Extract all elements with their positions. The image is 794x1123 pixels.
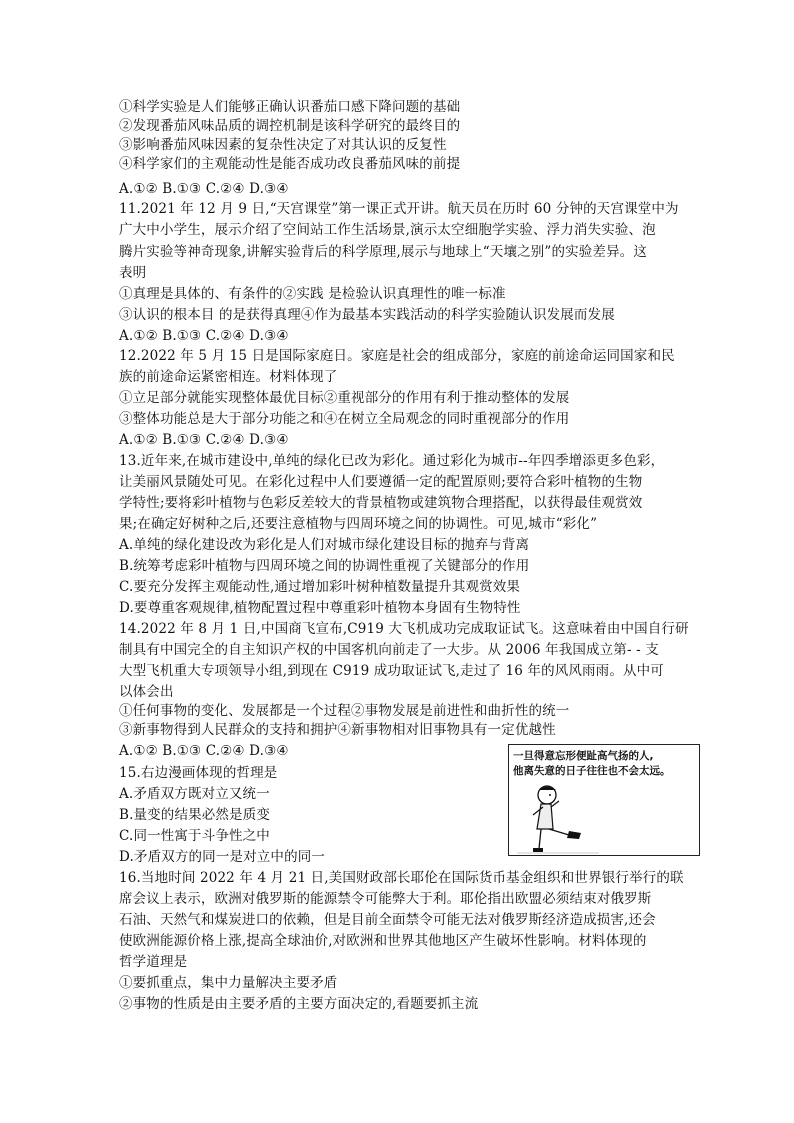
option-a: A.矛盾双方既对立又统一 bbox=[119, 786, 270, 802]
question-11: 11.2021 年 12 月 9 日,“天宫课堂”第一课正式开讲。航天员在历时 60 分钟的天宫课堂中为 bbox=[119, 201, 679, 217]
answer-options: A.①② B.①③ C.②④ D.③④ bbox=[119, 328, 289, 344]
text-line: ③新事物得到人民群众的支持和拥护④新事物相对旧事物具有一定优越性 bbox=[119, 722, 556, 738]
text-line: ①立足部分就能实现整体最优目标②重视部分的作用有利于推动整体的发展 bbox=[119, 390, 570, 406]
text-line: 广大中小学生，展示介绍了空间站工作生活场景,演示太空细胞学实验、浮力消失实验、泡 bbox=[119, 222, 656, 238]
cartoon-illustration bbox=[508, 744, 700, 856]
option-b: B.统筹考虑彩叶植物与四周环境之间的协调性重视了关键部分的作用 bbox=[119, 558, 530, 574]
option-a: A.单纯的绿化建设改为彩化是人们对城市绿化建设目标的抛弃与背离 bbox=[119, 537, 530, 553]
text-line: 石油、天然气和煤炭进口的依赖，但是目前全面禁令可能无法对俄罗斯经济造成损害,还会 bbox=[119, 912, 656, 928]
question-12: 12.2022 年 5 月 15 日是国际家庭日。家庭是社会的组成部分，家庭的前途命运同国家和民 bbox=[119, 348, 675, 364]
text-line: 大型飞机重大专项领导小组,到现在 C919 成功取证试飞,走过了 16 年的风风雨雨。从中可 bbox=[119, 663, 664, 679]
text-line: ④科学家们的主观能动性是能否成功改良番茄风味的前提 bbox=[119, 156, 461, 172]
option-c: C.要充分发挥主观能动性,通过增加彩叶树种植数量提升其观赏效果 bbox=[119, 579, 521, 595]
text-line: ①科学实验是人们能够正确认识番茄口感下降问题的基础 bbox=[119, 99, 461, 115]
answer-options: A.①② B.①③ C.②④ D.③④ bbox=[119, 432, 289, 448]
text-line: ①要抓重点，集中力量解决主要矛盾 bbox=[119, 975, 338, 991]
text-line: ①任何事物的变化、发展都是一个过程②事物发展是前进性和曲折性的统一 bbox=[119, 703, 570, 719]
text-line: ③认识的根本目 的是获得真理④作为最基本实践活动的科学实验随认识发展而发展 bbox=[119, 307, 615, 323]
text-line: 席会议上表示，欧洲对俄罗斯的能源禁令可能弊大于利。耶伦指出欧盟必须结束对俄罗斯 bbox=[119, 891, 652, 907]
answer-options: A.①② B.①③ C.②④ D.③④ bbox=[119, 181, 289, 197]
question-16: 16.当地时间 2022 年 4 月 21 日,美国财政部长耶伦在国际货币基金组织和世界银行举行的联 bbox=[119, 870, 684, 886]
text-line: ②发现番茄风味品质的调控机制是该科学研究的最终目的 bbox=[119, 118, 461, 134]
option-c: C.同一性寓于斗争性之中 bbox=[119, 828, 270, 844]
question-13: 13.近年来,在城市建设中,单纯的绿化已改为彩化。通过彩化为城市--年四季增添更多色彩， bbox=[119, 453, 665, 469]
option-d: D.要尊重客观规律,植物配置过程中尊重彩叶植物本身固有生物特性 bbox=[119, 600, 521, 616]
text-line: 使欧洲能源价格上涨,提高全球油价,对欧洲和世界其他地区产生破坏性影响。材料体现的 bbox=[119, 933, 647, 949]
text-line: 以体会出 bbox=[119, 684, 174, 700]
text-line: ②事物的性质是由主要矛盾的主要方面决定的,看题要抓主流 bbox=[119, 996, 479, 1012]
answer-options: A.①② B.①③ C.②④ D.③④ bbox=[119, 743, 289, 759]
cartoon-caption: 一旦得意忘形便趾高气扬的人, bbox=[513, 750, 654, 762]
text-line: 制具有中国完全的自主知识产权的中国客机向前走了一大步。从 2006 年我国成立第- - 支 bbox=[119, 642, 659, 658]
option-b: B.量变的结果必然是质变 bbox=[119, 807, 271, 823]
text-line: 让美丽风景随处可见。在彩化过程中人们要遵循一定的配置原则;要符合彩叶植物的生物 bbox=[119, 474, 643, 490]
text-line: 族的前途命运紧密相连。材料体现了 bbox=[119, 369, 338, 385]
option-d: D.矛盾双方的同一是对立中的同一 bbox=[119, 849, 326, 865]
question-14: 14.2022 年 8 月 1 日,中国商飞宣布,C919 大飞机成功完成取证试飞。这意味着由中国自行研 bbox=[119, 621, 689, 637]
text-line: ③影响番茄风味因素的复杂性决定了对其认识的反复性 bbox=[119, 137, 447, 153]
text-line: ①真理是具体的、有条件的②实践 是检验认识真理性的唯一标准 bbox=[119, 286, 506, 302]
cartoon-caption: 他离失意的日子往往也不会太远。 bbox=[513, 765, 671, 777]
text-line: 果;在确定好树种之后,还要注意植物与四周环境之间的协调性。可见,城市“彩化” bbox=[119, 516, 598, 532]
text-line: ③整体功能总是大于部分功能之和④在树立全局观念的同时重视部分的作用 bbox=[119, 411, 570, 427]
text-line: 表明 bbox=[119, 265, 147, 281]
text-line: 哲学道理是 bbox=[119, 954, 188, 970]
question-15: 15.右边漫画体现的哲理是 bbox=[119, 765, 278, 781]
text-line: 腾片实验等神奇现象,讲解实验背后的科学原理,展示与地球上“天壤之别”的实验差异。这 bbox=[119, 244, 648, 260]
text-line: 学特性;要将彩叶植物与色彩反差较大的背景植物或建筑物合理搭配，以获得最佳观赏效 bbox=[119, 495, 643, 511]
